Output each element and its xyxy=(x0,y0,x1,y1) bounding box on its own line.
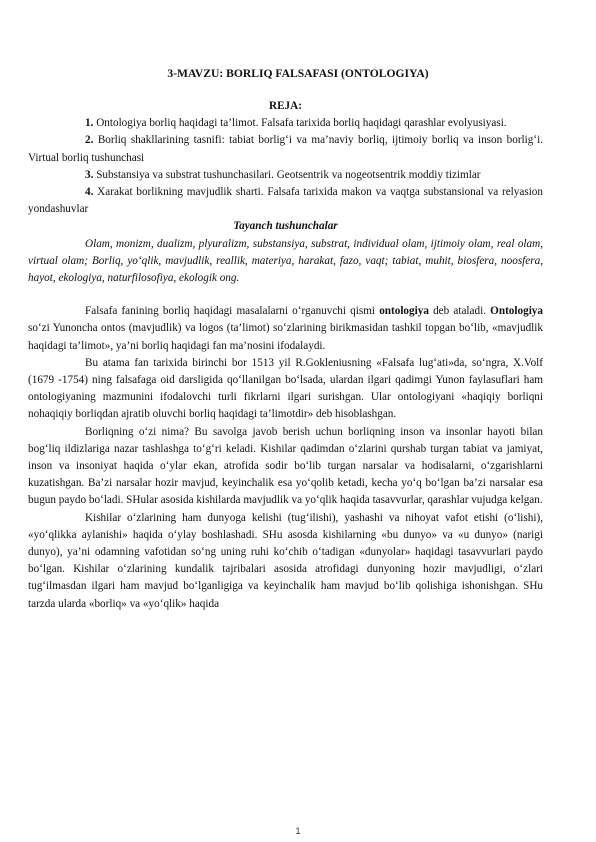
plan-item-number: 4. xyxy=(85,186,94,199)
plan-item xyxy=(28,184,543,218)
term-bold: ontologiya xyxy=(379,305,429,318)
paragraph-text: Falsafa fanining borliq haqidagi masalalarni o‘rganuvchi qismi xyxy=(85,305,380,318)
paragraph xyxy=(28,303,543,355)
plan-heading: REJA: xyxy=(269,100,302,112)
plan-item-text: Substansiya va substrat tushunchasilari. Geotsentrik va nogeotsentrik moddiy tizimlar xyxy=(93,168,481,181)
plan-item-text: Xarakat borlikning mavjudlik sharti. Falsafa tarixida makon va vaqtga substansional va relyasion yondashuvlar xyxy=(28,186,543,216)
paragraph: Bu atama fan tarixida birinchi bor 1513 yil R.Gokleniusning «Falsafa lug‘ati»da, so‘ngra, X.Volf (1679 -1754) ning falsafaga oid darsligida qo‘llanilgan bo‘lsada, ulardan ilgari qadimgi Yunon faylasuflari ham ontologiyaning mazmunini ifodalovchi turli fikrlarni ilgari surishgan. Ular ontologiyani «haqiqiy borliqni nohaqiqiy borliqdan ajratib oluvchi borliq haqidagi ta’limotdir» deb hisoblashgan. xyxy=(28,356,543,421)
plan-item-number: 1. xyxy=(85,117,94,130)
plan-item xyxy=(28,132,543,166)
keywords-list: Olam, monizm, dualizm, plyuralizm, substansiya, substrat, individual olam, ijtimoiy olam, real olam, virtual olam; Borliq, yo‘qlik, mavjudlik, reallik, materiya, harakat, fazo, vaqt; tabiat, muhit, biosfera, noosfera, hayot, ekologiya, naturfilosofiya, ekologik ong. xyxy=(28,237,543,285)
keywords-heading: Tayanch tushunchalar xyxy=(233,220,338,233)
paragraph: Kishilar o‘zlarining ham dunyoga kelishi (tug‘ilishi), yashashi va nihoyat vafot etishi (o‘lishi), «yo‘qlikka aylanishi» haqida o‘ylay boshlashadi. SHu asosda kishilarning «bu dunyo» va «u dunyo» (narigi dunyo), ya’ni odamning vafotidan so‘ng uning ruhi ko‘chib o‘tadigan «dunyolar» haqidagi tasavvurlari paydo bo‘lgan. Kishilar o‘zlarining kundalik tajribalari asosida atrofidagi dunyoning hozir mavjudligi, o‘zlari tug‘ilmasdan ilgari ham mavjud bo‘lganligiga va keyinchalik ham mavjud bo‘lib qolishiga ishonishgan. SHu tarzda ularda «borliq» va «yo‘qlik» haqida xyxy=(28,511,543,610)
plan-item-text: Borliq shakllarining tasnifi: tabiat borlig‘i va ma’naviy borliq, ijtimoiy borliq va inson borlig‘i. Virtual borliq tushunchasi xyxy=(28,134,543,164)
plan-list xyxy=(28,115,543,218)
document-body xyxy=(28,98,543,613)
plan-item xyxy=(28,115,543,132)
paragraph-text: so‘zi Yunoncha ontos (mavjudlik) va logos (ta’limot) so‘zlarining birikmasidan tashkil topgan bo‘lib, «mavjudlik haqidagi ta’limot», ya’ni borliq haqidagi fan ma’nosini ifodalaydi. xyxy=(28,322,543,352)
paragraph: Borliqning o‘zi nima? Bu savolga javob berish uchun borliqning inson va insonlar hayoti bilan bog‘liq ildizlariga nazar tashlashga to‘g‘ri keladi. Kishilar qadimdan o‘zlarini qurshab turgan tabiat va jamiyat, inson va insoniyat haqida o‘ylar ekan, atrofida sodir bo‘lib turgan narsalar va hodisalarni, o‘zgarishlarni kuzatishgan. Ba’zi narsalar hozir mavjud, keyinchalik esa yo‘qolib ketadi, kecha yo‘q bo‘lgan ba’zi narsalar esa bugun paydo bo‘ladi. SHular asosida kishilarda mavjudlik va yo‘qlik haqida tasavvurlar, qarashlar vujudga kelgan. xyxy=(28,425,543,507)
term-bold: Ontologiya xyxy=(490,305,543,318)
paragraph-text: deb ataladi. xyxy=(428,305,491,318)
plan-item-number: 3. xyxy=(85,168,94,181)
page-number: 1 xyxy=(295,826,301,836)
page-title: 3-MAVZU: BORLIQ FALSAFASI (ONTOLOGIYA) xyxy=(167,67,429,80)
plan-item-text: Ontologiya borliq haqidagi ta’limot. Falsafa tarixida borliq haqidagi qarashlar evolyusiyasi. xyxy=(93,117,507,130)
plan-item-number: 2. xyxy=(85,134,94,147)
plan-item xyxy=(28,167,543,184)
